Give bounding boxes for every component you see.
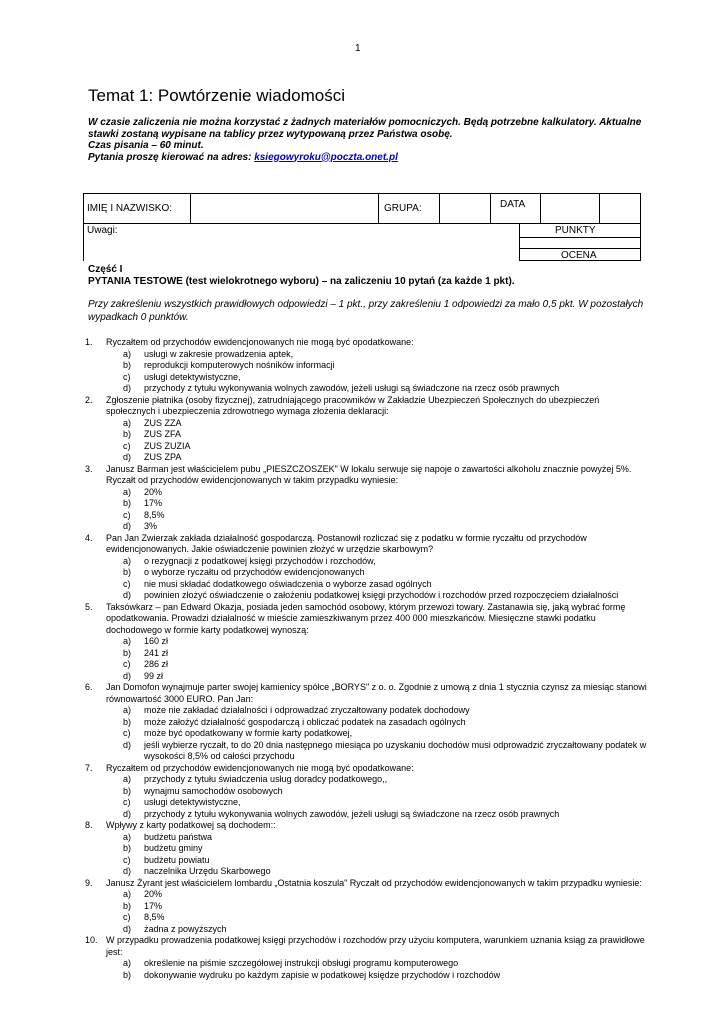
question-item: [85, 935, 648, 981]
answer-text: 99 zł: [144, 670, 164, 681]
answer-option[interactable]: [106, 671, 648, 683]
answer-letter: d): [123, 521, 132, 531]
answer-letter: c): [123, 371, 131, 382]
question-item: [85, 532, 648, 602]
grade-label: OCENA: [561, 250, 597, 261]
answer-text: ZUS ZFA: [144, 429, 182, 439]
part-title: Część I: [88, 264, 123, 275]
answer-letter: a): [123, 831, 132, 842]
answer-option[interactable]: [106, 510, 648, 522]
answer-text: może być opodatkowany w formie karty podatkowej,: [144, 728, 353, 738]
answer-letter: a): [123, 555, 132, 566]
answer-option[interactable]: [106, 705, 648, 717]
question-text: Wpływy z karty podatkowej są dochodem::: [106, 820, 276, 830]
answer-letter: b): [123, 900, 132, 911]
answer-option[interactable]: [106, 452, 648, 464]
question-number: 5.: [85, 601, 93, 612]
answer-option[interactable]: [106, 521, 648, 533]
question-number: 1.: [85, 337, 93, 347]
answer-text: powinien złożyć oświadczenie o założeniu podatkowej księgi przychodów i rozchodów przed rozpoczęciem działalności: [144, 590, 619, 600]
scoring-note: Przy zakreśleniu wszystkich prawidłowych odpowiedzi – 1 pkt., przy zakreśleniu 1 odpowiedzi za mało 0,5 pkt. W pozostałych wypadkach 0 punktów.: [88, 299, 644, 323]
answer-letter: a): [123, 636, 132, 646]
question-number: 2.: [85, 394, 93, 405]
answer-text: ZUS ZPA: [144, 452, 182, 462]
question-item: [85, 820, 648, 878]
answer-option[interactable]: [106, 567, 648, 579]
answer-text: budżetu gminy: [144, 843, 203, 853]
instructions-time: Czas pisania – 60 minut.: [88, 140, 204, 151]
answer-letter: d): [123, 866, 132, 876]
answer-letter: a): [123, 348, 132, 359]
instructions: [88, 117, 648, 163]
question-text: Taksówkarz – pan Edward Okazja, posiada jeden samochód osobowy, którym przewozi towary. Zastanawia się, jaką wybrać formę opodatkowania. Prowadzi działalność w mieście zamieszkiwanym przez 400 000 mieszkańców. Miesięczne stawki podatku dochodowego w formie karty podatkowej wynoszą:: [106, 601, 626, 635]
question-item: [85, 682, 648, 763]
question-list: [85, 337, 648, 981]
date-field[interactable]: [541, 194, 640, 223]
answer-letter: b): [123, 843, 132, 853]
part-heading: [88, 264, 648, 287]
question-number: 8.: [85, 820, 93, 830]
question-number: 3.: [85, 463, 93, 474]
email-link[interactable]: ksiegowyroku@poczta.onet.pl: [254, 151, 398, 163]
answer-text: przychody z tytułu wykonywania wolnych zawodów, jeżeli usługi są świadczone na rzecz osób prawnych: [144, 383, 560, 393]
answer-option[interactable]: [106, 590, 648, 602]
answer-option[interactable]: [106, 901, 648, 913]
answer-option[interactable]: [106, 832, 648, 844]
question-text: Pan Jan Zwierzak zakłada działalność gospodarczą. Postanowił rozliczać się z podatku w formie ryczałtu od przychodów ewidencjonowanych. Jakie oświadczenie powinien złożyć w urzędzie skarbowym?: [106, 532, 587, 554]
answer-text: nie musi składać dodatkowego oświadczenia o wyborze zasad ogólnych: [144, 578, 432, 589]
answer-option[interactable]: [106, 843, 648, 855]
page-number: 1: [355, 43, 361, 54]
answer-letter: b): [123, 647, 132, 658]
question-text: W przypadku prowadzenia podatkowej księgi przychodów i rozchodów przy użyciu komputera, warunkiem uznania ksiąg za prawidłowe jest:: [106, 935, 645, 957]
contact-prefix: Pytania proszę kierować na adres:: [88, 151, 255, 163]
question-item: [85, 762, 648, 821]
answer-text: ZUS ZUZIA: [144, 440, 191, 451]
answer-option[interactable]: [106, 579, 648, 591]
question-number: 9.: [85, 877, 93, 888]
answer-text: usługi w zakresie prowadzenia aptek,: [144, 348, 294, 359]
question-number: 6.: [85, 682, 93, 692]
answer-letter: d): [123, 923, 132, 934]
question-text: Jan Domofon wynajmuje parter swojej kamienicy spółce „BORYS" z o. o. Zgodnie z umową z dnia 1 stycznia czynsz za miesiąc stanowi równowartość 3000 EURO. Pan Jan:: [106, 682, 647, 704]
answer-option[interactable]: [106, 441, 648, 453]
answer-text: 3%: [144, 521, 158, 531]
answer-text: może założyć działalność gospodarczą i obliczać podatek na zasadach ogólnych: [144, 716, 466, 727]
answer-letter: d): [123, 808, 132, 819]
answer-letter: b): [123, 498, 132, 508]
answer-text: przychody z tytułu wykonywania wolnych zawodów, jeżeli usługi są świadczone na rzecz osób prawnych: [144, 808, 560, 819]
answer-letter: a): [123, 417, 132, 428]
answer-letter: c): [123, 440, 131, 451]
answer-letter: c): [123, 509, 131, 520]
answer-option[interactable]: [106, 648, 648, 660]
group-label: GRUPA:: [384, 203, 422, 214]
answer-option[interactable]: [106, 786, 648, 798]
answer-option[interactable]: [106, 498, 648, 510]
answer-option[interactable]: [106, 556, 648, 568]
answer-option[interactable]: [106, 970, 648, 982]
question-item: [85, 877, 648, 936]
question-text: Ryczałtem od przychodów ewidencjonowanych nie mogą być opodatkowane:: [106, 337, 414, 347]
answer-option[interactable]: [106, 349, 648, 361]
answer-option[interactable]: [106, 774, 648, 786]
question-item: [85, 463, 648, 533]
name-field[interactable]: [191, 194, 378, 223]
question-text: Zgłoszenie płatnika (osoby fizycznej), zatrudniającego pracowników w Zakładzie Ubezpieczeń Społecznych do ubezpieczeń społecznych i ubezpieczenia zdrowotnego wymaga złożenia deklaracji:: [106, 394, 600, 416]
answer-letter: a): [123, 486, 132, 497]
answer-option[interactable]: [106, 383, 648, 395]
answer-option[interactable]: [106, 429, 648, 441]
answer-option[interactable]: [106, 659, 648, 671]
points-label: PUNKTY: [555, 225, 596, 236]
answer-text: 8,5%: [144, 509, 165, 520]
answer-letter: c): [123, 912, 131, 922]
answer-option[interactable]: [106, 912, 648, 924]
answer-option[interactable]: [106, 924, 648, 936]
group-field[interactable]: [440, 194, 490, 223]
answer-option[interactable]: [106, 866, 648, 878]
question-item: [85, 394, 648, 464]
answer-letter: d): [123, 739, 132, 750]
question-item: [85, 601, 648, 683]
question-text: Janusz Barman jest właścicielem pubu „PIESZCZOSZEK" W lokalu serwuje się napoje o zawartości alkoholu znacznie powyżej 5%. Ryczałt od przychodów ewidencjonowanych w takim przypadku wyniesie:: [106, 463, 632, 485]
question-text: Ryczałtem od przychodów ewidencjonowanych nie mogą być opodatkowane:: [106, 762, 414, 773]
answer-option[interactable]: [106, 717, 648, 729]
answer-letter: d): [123, 452, 132, 462]
page-title: Temat 1: Powtórzenie wiadomości: [88, 86, 346, 105]
answer-text: usługi detektywistyczne,: [144, 797, 241, 807]
answer-text: budżetu powiatu: [144, 854, 210, 865]
answer-letter: b): [123, 969, 132, 980]
answer-letter: d): [123, 670, 132, 681]
answer-letter: c): [123, 578, 131, 589]
answer-text: ZUS ZZA: [144, 417, 182, 428]
answer-text: reprodukcji komputerowych nośników informacji: [144, 360, 335, 370]
answer-text: wynajmu samochodów osobowych: [144, 785, 283, 796]
answer-text: może nie zakładać działalności i odprowadzać zryczałtowany podatek dochodowy: [144, 705, 470, 715]
question-item: [85, 337, 648, 395]
answer-letter: b): [123, 716, 132, 727]
answer-option[interactable]: [106, 636, 648, 648]
answer-text: 20%: [144, 486, 163, 497]
answer-letter: b): [123, 785, 132, 796]
answer-option[interactable]: [106, 360, 648, 372]
answer-text: 17%: [144, 498, 163, 508]
question-number: 4.: [85, 532, 93, 543]
student-info-form: [83, 193, 641, 261]
answer-text: o rezygnacji z podatkowej księgi przychodów i rozchodów,: [144, 555, 376, 566]
answer-text: żadna z powyższych: [144, 923, 227, 934]
question-text: Janusz Żyrant jest właścicielem lombardu „Ostatnia koszula" Ryczałt od przychodów ewidencjonowanych w takim przypadku wyniesie:: [106, 877, 642, 888]
answer-letter: b): [123, 429, 132, 439]
answer-letter: a): [123, 889, 132, 899]
answer-option[interactable]: [106, 797, 648, 809]
answer-option[interactable]: [106, 958, 648, 970]
answer-option[interactable]: [106, 855, 648, 867]
answer-text: 160 zł: [144, 636, 169, 646]
question-number: 10.: [85, 935, 98, 945]
answer-text: budżetu państwa: [144, 831, 213, 842]
answer-text: dokonywanie wydruku po każdym zapisie w podatkowej księdze przychodów i rozchodów: [144, 969, 501, 980]
answer-letter: b): [123, 360, 132, 370]
date-label: DATA: [500, 199, 526, 210]
answer-text: jeśli wybierze ryczałt, to do 20 dnia następnego miesiąca po uzyskaniu dochodów musi odprowadzić zryczałtowany podatek w wysokości 8,5% od całości przychodu: [144, 739, 647, 761]
answer-option[interactable]: [106, 728, 648, 740]
answer-letter: c): [123, 797, 131, 807]
answer-letter: a): [123, 958, 132, 968]
remarks-label: Uwagi:: [87, 225, 118, 236]
instructions-contact: [88, 152, 648, 164]
answer-text: o wyborze ryczałtu od przychodów ewidencjonowanych: [144, 567, 365, 577]
answer-text: 241 zł: [144, 647, 169, 658]
answer-letter: c): [123, 659, 131, 669]
answer-text: przychody z tytułu świadczenia usług doradcy podatkowego,,: [144, 774, 388, 784]
name-label: IMIĘ I NAZWISKO:: [87, 203, 173, 214]
answer-letter: c): [123, 854, 131, 865]
question-number: 7.: [85, 762, 93, 773]
answer-letter: b): [123, 567, 132, 577]
answer-option[interactable]: [106, 487, 648, 499]
answer-text: 17%: [144, 900, 163, 911]
answer-option[interactable]: [106, 740, 648, 763]
answer-option[interactable]: [106, 889, 648, 901]
answer-text: 8,5%: [144, 912, 165, 922]
answer-letter: c): [123, 728, 131, 738]
answer-text: 20%: [144, 889, 163, 899]
instructions-line: W czasie zaliczenia nie można korzystać z żadnych materiałów pomocniczych. Będą potrzebne kalkulatory. Aktualne stawki zostaną wypisane na tablicy przez wytypowaną przez Państwa osobę.: [88, 117, 642, 140]
answer-letter: a): [123, 705, 132, 715]
answer-text: 286 zł: [144, 659, 169, 669]
answer-text: usługi detektywistyczne,: [144, 371, 241, 382]
answer-letter: d): [123, 590, 132, 600]
part-subtitle: PYTANIA TESTOWE (test wielokrotnego wyboru) – na zaliczeniu 10 pytań (za każde 1 pkt).: [88, 275, 515, 287]
answer-text: określenie na piśmie szczegółowej instrukcji obsługi programu komputerowego: [144, 958, 459, 968]
answer-text: naczelnika Urzędu Skarbowego: [144, 866, 271, 876]
answer-option[interactable]: [106, 372, 648, 384]
answer-letter: d): [123, 383, 132, 393]
answer-option[interactable]: [106, 418, 648, 430]
answer-letter: a): [123, 774, 132, 784]
answer-option[interactable]: [106, 809, 648, 821]
